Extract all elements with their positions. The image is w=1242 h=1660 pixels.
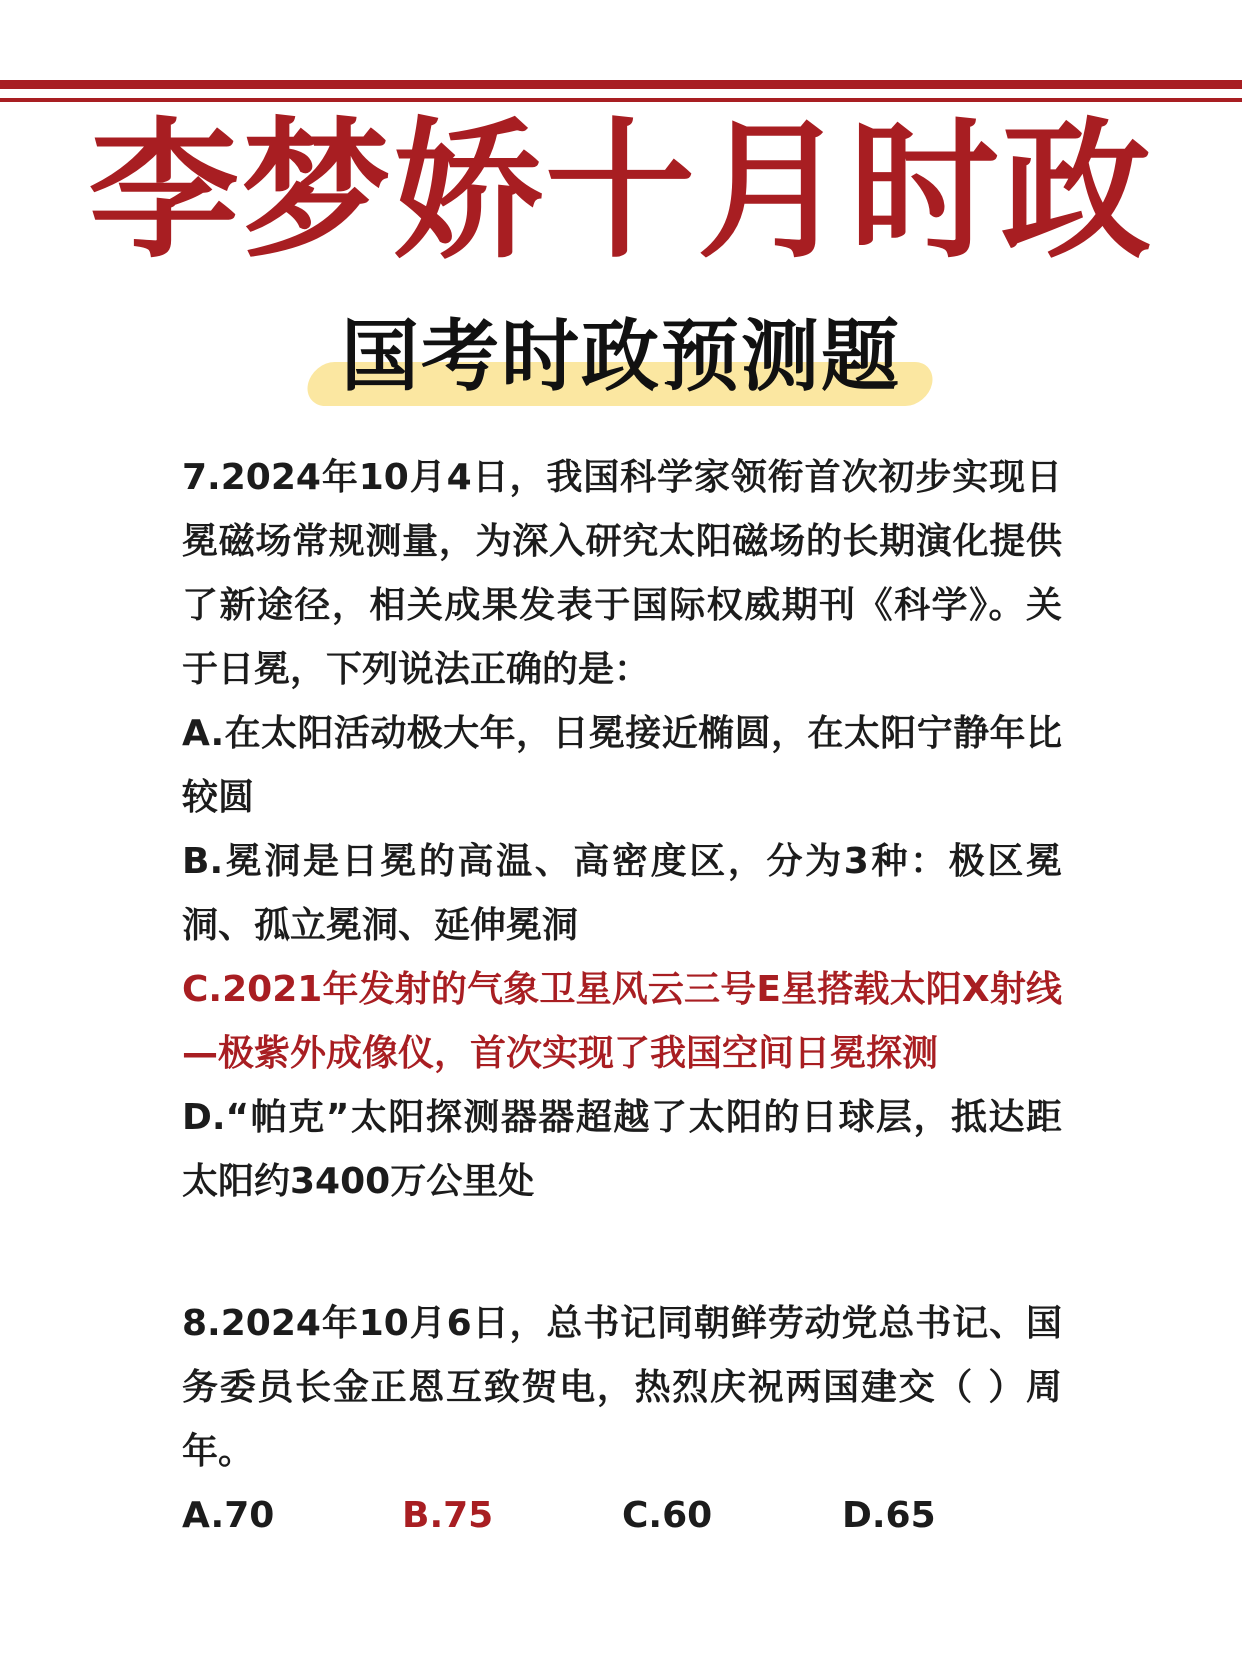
question-stem: 8.2024年10月6日，总书记同朝鲜劳动党总书记、国务委员长金正恩互致贺电，热烈庆祝两国建交（ ）周年。 [182,1303,1062,1472]
options-row [182,1484,1062,1548]
page-subtitle: 国考时政预测题 [340,311,901,402]
option-d: D.“帕克”太阳探测器器超越了太阳的日球层，抵达距太阳约3400万公里处 [182,1097,1062,1202]
option-b-correct: B.75 [402,1495,494,1536]
option-d: D.65 [842,1495,936,1536]
header-rule-thick [0,80,1242,89]
option-b: B.冕洞是日冕的高温、高密度区，分为3种：极区冕洞、孤立冕洞、延伸冕洞 [182,841,1062,946]
page-title: 李梦娇十月时政 [88,105,1153,279]
option-c-correct: C.2021年发射的气象卫星风云三号E星搭载太阳X射线—极紫外成像仪，首次实现了我国空间日冕探测 [182,969,1062,1074]
option-a: A.70 [182,1495,275,1536]
header-rule-thin [0,98,1242,102]
subtitle-banner [0,302,1242,412]
question-7 [182,446,1062,1214]
question-stem: 7.2024年10月4日，我国科学家领衔首次初步实现日冕磁场常规测量，为深入研究太阳磁场的长期演化提供了新途径，相关成果发表于国际权威期刊《科学》。关于日冕，下列说法正确的是： [182,457,1062,690]
option-a: A.在太阳活动极大年，日冕接近椭圆，在太阳宁静年比较圆 [182,713,1062,818]
question-8 [182,1292,1062,1548]
option-c: C.60 [622,1495,713,1536]
